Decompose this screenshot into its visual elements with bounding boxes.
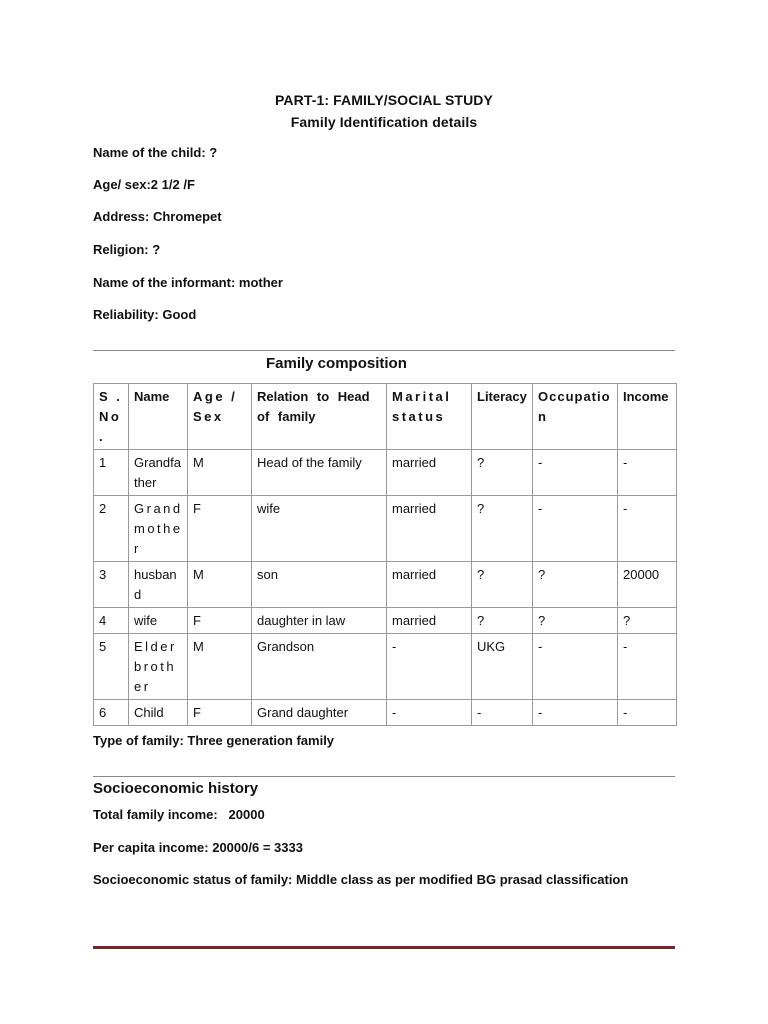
cell-marital-status: married [387, 450, 472, 496]
col-header-age-sex: Age / Sex [188, 384, 252, 450]
cell-marital-status: married [387, 562, 472, 608]
cell-occupation: ? [533, 562, 618, 608]
footer-rule [93, 946, 675, 949]
field-address: Address: Chromepet [93, 209, 222, 224]
family-composition-heading: Family composition [266, 355, 407, 372]
field-religion: Religion: ? [93, 242, 161, 257]
divider [93, 776, 675, 777]
cell-age-sex: F [188, 496, 252, 562]
table-row [94, 700, 677, 726]
cell-sno: 4 [94, 608, 129, 634]
cell-name: wife [129, 608, 188, 634]
divider [93, 350, 675, 351]
cell-occupation: - [533, 634, 618, 700]
cell-income: - [618, 700, 677, 726]
cell-relation: wife [252, 496, 387, 562]
cell-income: - [618, 450, 677, 496]
cell-marital-status: - [387, 700, 472, 726]
field-informant: Name of the informant: mother [93, 275, 283, 290]
table-row [94, 496, 677, 562]
cell-age-sex: M [188, 562, 252, 608]
col-header-occupation: Occupation [533, 384, 618, 450]
cell-occupation: ? [533, 608, 618, 634]
cell-sno: 5 [94, 634, 129, 700]
cell-marital-status: - [387, 634, 472, 700]
cell-name: Grandfather [129, 450, 188, 496]
table-header-row [94, 384, 677, 450]
cell-age-sex: F [188, 700, 252, 726]
col-header-literacy: Literacy [472, 384, 533, 450]
cell-literacy: UKG [472, 634, 533, 700]
document-title: PART-1: FAMILY/SOCIAL STUDY [275, 92, 493, 108]
cell-income: ? [618, 608, 677, 634]
col-header-income: Income [618, 384, 677, 450]
field-socioeconomic-status: Socioeconomic status of family: Middle class as per modified BG prasad classification [93, 872, 629, 887]
cell-age-sex: F [188, 608, 252, 634]
cell-literacy: ? [472, 450, 533, 496]
socioeconomic-history-heading: Socioeconomic history [93, 780, 259, 797]
cell-name: Elder brother [129, 634, 188, 700]
table-row [94, 608, 677, 634]
table-row [94, 562, 677, 608]
cell-literacy: ? [472, 608, 533, 634]
cell-marital-status: married [387, 608, 472, 634]
cell-relation: Grand daughter [252, 700, 387, 726]
field-child-name: Name of the child: ? [93, 145, 218, 160]
cell-occupation: - [533, 496, 618, 562]
col-header-name: Name [129, 384, 188, 450]
cell-income: 20000 [618, 562, 677, 608]
cell-income: - [618, 634, 677, 700]
cell-relation: Grandson [252, 634, 387, 700]
cell-literacy: ? [472, 496, 533, 562]
cell-age-sex: M [188, 634, 252, 700]
cell-literacy: - [472, 700, 533, 726]
cell-sno: 1 [94, 450, 129, 496]
cell-name: husband [129, 562, 188, 608]
cell-occupation: - [533, 700, 618, 726]
field-reliability: Reliability: Good [93, 307, 197, 322]
cell-name: Child [129, 700, 188, 726]
col-header-relation: Relation to Head of family [252, 384, 387, 450]
field-age-sex: Age/ sex:2 1/2 /F [93, 177, 195, 192]
cell-relation: Head of the family [252, 450, 387, 496]
cell-literacy: ? [472, 562, 533, 608]
table-row [94, 634, 677, 700]
cell-sno: 2 [94, 496, 129, 562]
cell-occupation: - [533, 450, 618, 496]
cell-income: - [618, 496, 677, 562]
cell-name: Grand mother [129, 496, 188, 562]
field-type-of-family: Type of family: Three generation family [93, 733, 335, 748]
cell-relation: son [252, 562, 387, 608]
cell-age-sex: M [188, 450, 252, 496]
col-header-marital-status: Marital status [387, 384, 472, 450]
family-composition-table [93, 383, 677, 726]
cell-relation: daughter in law [252, 608, 387, 634]
col-header-sno: S . No. [94, 384, 129, 450]
cell-sno: 3 [94, 562, 129, 608]
field-per-capita-income: Per capita income: 20000/6 = 3333 [93, 840, 303, 855]
cell-sno: 6 [94, 700, 129, 726]
document-subtitle: Family Identification details [290, 114, 478, 130]
cell-marital-status: married [387, 496, 472, 562]
field-total-family-income: Total family income: 20000 [93, 807, 265, 822]
table-row [94, 450, 677, 496]
